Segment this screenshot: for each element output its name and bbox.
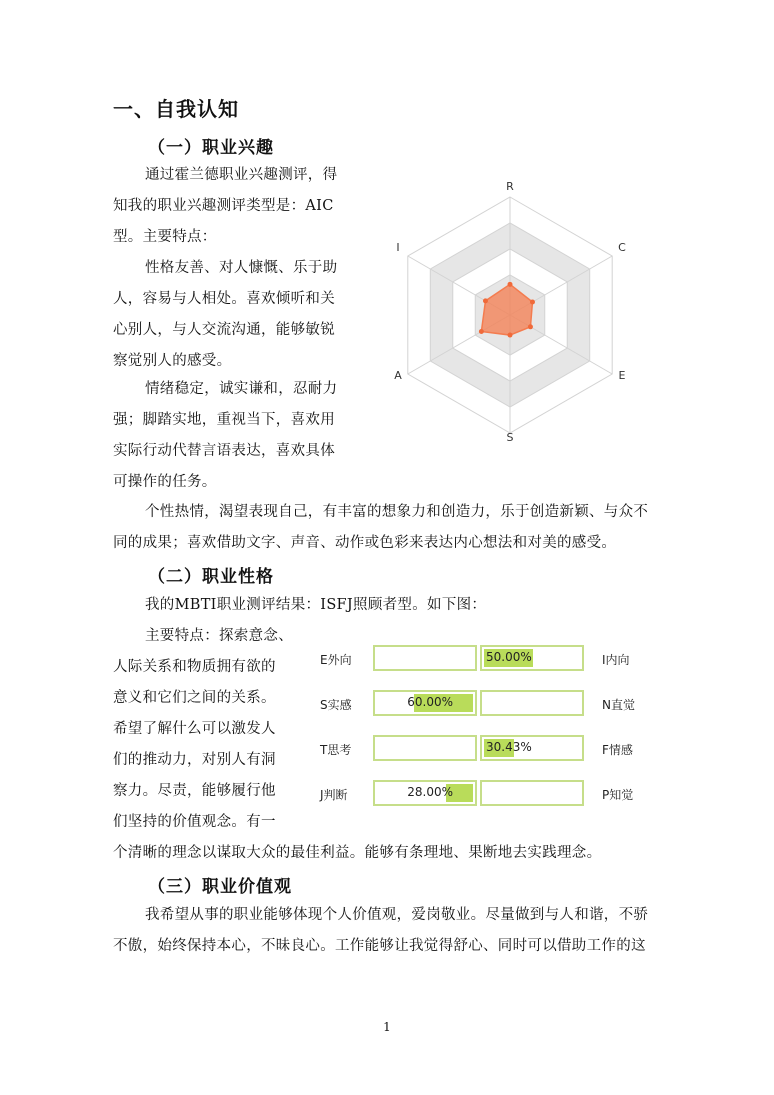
radar-axis-label: S [506,431,514,444]
mbti-bar-track [373,735,477,761]
interest-line: 心别人，与人交流沟通，能够敏锐 [113,322,335,338]
mbti-line: 人际关系和物质拥有欲的 [113,659,276,675]
interest-line: 实际行动代替言语表达，喜欢具体 [113,443,335,459]
interest-line: 个性热情，渴望表现自己，有丰富的想象力和创造力，乐于创造新颖、与众不 [145,504,649,520]
section-title: 一、自我认知 [113,97,239,121]
mbti-bar-track [480,690,584,716]
values-line: 我希望从事的职业能够体现个人价值观，爱岗敬业。尽量做到与人和谐，不骄 [145,907,649,923]
mbti-bar-value-label: 50.00% [486,650,532,664]
mbti-line: 希望了解什么可以激发人 [113,721,276,737]
mbti-bar-track [373,645,477,671]
radar-point [508,333,513,338]
interest-line: 同的成果；喜欢借助文字、声音、动作或色彩来表达内心想法和对美的感受。 [113,535,617,551]
mbti-left-label: E外向 [320,653,352,667]
interest-line: 可操作的任务。 [113,474,217,490]
radar-point [508,282,513,287]
page-number: 1 [383,1020,391,1034]
radar-axis-label: R [506,180,514,193]
mbti-bar-track [480,735,584,761]
interest-line: 知我的职业兴趣测评类型是：AIC [113,198,334,214]
radar-point [528,324,533,329]
mbti-left-label: S实感 [320,698,352,712]
radar-axis-label: A [394,369,402,382]
holland-radar-chart [380,170,640,450]
mbti-bar-track [373,690,477,716]
mbti-intro: 我的MBTI职业测评结果：ISFJ照顾者型。如下图： [145,597,487,613]
mbti-right-label: P知觉 [602,788,634,802]
interest-line: 强；脚踏实地，重视当下，喜欢用 [113,412,335,428]
interest-line: 察觉别人的感受。 [113,353,232,369]
radar-point [483,298,488,303]
radar-axis-label: C [618,241,626,254]
mbti-line: 主要特点：探索意念、 [145,628,293,644]
mbti-left-label: T思考 [320,743,352,757]
interest-line: 人，容易与人相处。喜欢倾听和关 [113,291,335,307]
radar-point [530,300,535,305]
mbti-line: 们的推动力，对别人有洞 [113,752,276,768]
mbti-bar-value-label: 60.00% [407,695,453,709]
radar-axis-label: E [618,369,626,382]
interest-line: 性格友善、对人慷慨、乐于助 [145,260,338,276]
mbti-line: 们坚持的价值观念。有一 [113,814,276,830]
interest-line: 通过霍兰德职业兴趣测评，得 [145,167,338,183]
mbti-bar-track [480,780,584,806]
interest-line: 情绪稳定，诚实谦和，忍耐力 [145,381,338,397]
subsection-title-values: （三）职业价值观 [148,877,292,897]
mbti-line: 意义和它们之间的关系。 [113,690,276,706]
mbti-line: 个清晰的理念以谋取大众的最佳利益。能够有条理地、果断地去实践理念。 [113,845,602,861]
mbti-right-label: I内向 [602,653,630,667]
radar-point [479,329,484,334]
mbti-bar-value-label: 30.43% [486,740,532,754]
mbti-bar-track [480,645,584,671]
mbti-bar-chart [320,645,650,815]
values-line: 不傲，始终保持本心，不昧良心。工作能够让我觉得舒心、同时可以借助工作的这 [113,938,646,954]
mbti-right-label: F情感 [602,743,633,757]
mbti-right-label: N直觉 [602,698,635,712]
mbti-bar-track [373,780,477,806]
mbti-bar-value-label: 28.00% [407,785,453,799]
mbti-left-label: J判断 [320,788,348,802]
interest-line: 型。主要特点： [113,229,217,245]
mbti-line: 察力。尽责，能够履行他 [113,783,276,799]
subsection-title-personality: （二）职业性格 [148,567,274,587]
radar-axis-label: I [396,241,400,254]
subsection-title-interest: （一）职业兴趣 [148,138,274,158]
